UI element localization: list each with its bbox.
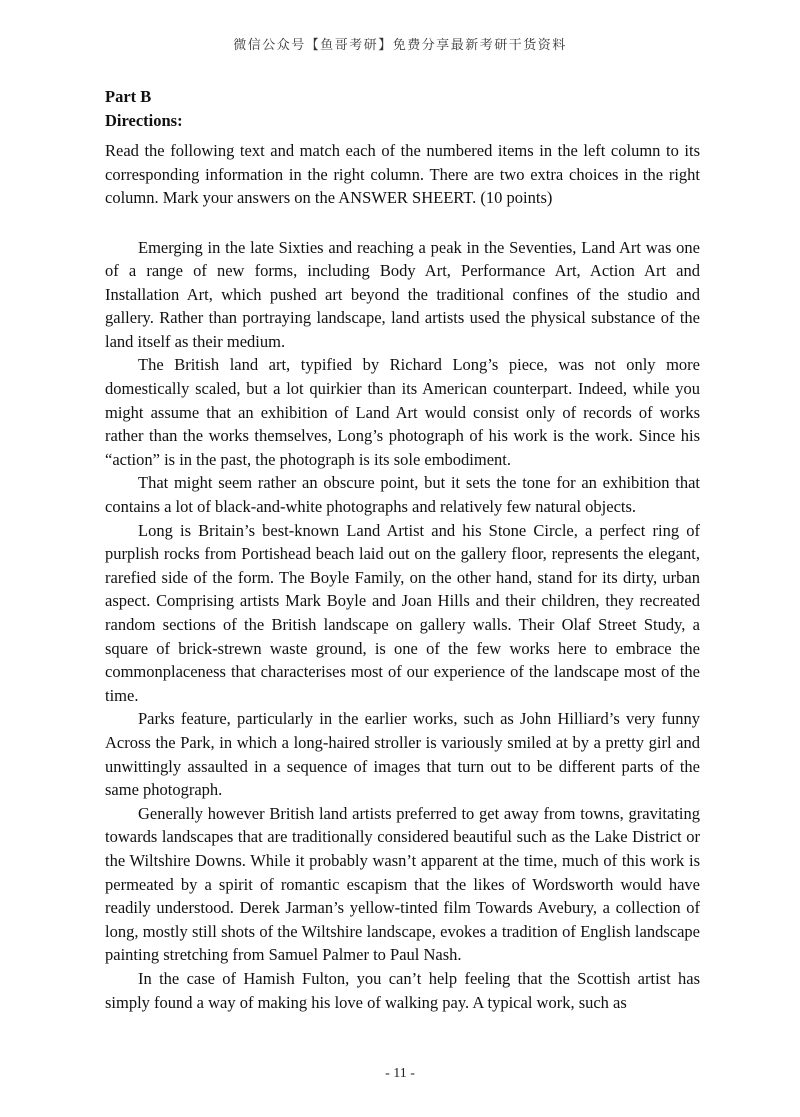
directions-label: Directions: <box>105 111 183 130</box>
passage-paragraph: Generally however British land artists preferred to get away from towns, gravitating towards landscapes that are traditionally considered beautiful such as the Lake District or the Wiltshire Downs. While it probably wasn’t apparent at the time, much of this work is permeated by a spirit of romantic escapism that the likes of Wordsworth would have readily understood. Derek Jarman’s yellow-tinted film Towards Avebury, a collection of long, mostly still shots of the Wiltshire landscape, evokes a tradition of English landscape painting stretching from Samuel Palmer to Paul Nash. <box>105 803 700 965</box>
section-title: Part B <box>105 87 152 106</box>
passage-paragraph: Parks feature, particularly in the earlier works, such as John Hilliard’s very funny Across the Park, in which a long-haired stroller is variously smiled at by a pretty girl and unwittingly assaulted in a sequence of images that turn out to be different parts of the same photograph. <box>105 709 700 800</box>
passage-paragraph: Long is Britain’s best-known Land Artist and his Stone Circle, a perfect ring of purplish rocks from Portishead beach laid out on the gallery floor, represents the elegant, rarefied side of the form. The Boyle Family, on the other hand, stand for its dirty, urban aspect. Comprising artists Mark Boyle and Joan Hills and their children, they recreated random sections of the British landscape on gallery walls. Their Olaf Street Study, a square of brick-strewn waste ground, is one of the few works here to embrace the commonplaceness that characterises most of our experience of the landscape most of the time. <box>105 520 700 705</box>
directions-text: Read the following text and match each of the numbered items in the left column to its corresponding information in the right column. There are two extra choices in the right column. Mark your answers on the ANSWER SHEERT. (10 points) <box>105 141 700 207</box>
passage-paragraph: That might seem rather an obscure point, but it sets the tone for an exhibition that contains a lot of black-and-white photographs and relatively few natural objects. <box>105 473 700 517</box>
passage-paragraph: The British land art, typified by Richard Long’s piece, was not only more domestically scaled, but a lot quirkier than its American counterpart. Indeed, while you might assume that an exhibition of Land Art would consist only of records of works rather than the works themselves, Long’s photograph of his work is the work. Since his “action” is in the past, the photograph is its sole embodiment. <box>105 355 700 469</box>
page-number: - 11 - <box>385 1066 415 1081</box>
page-header: 微信公众号【鱼哥考研】免费分享最新考研干货资料 <box>233 38 567 53</box>
passage-paragraph: In the case of Hamish Fulton, you can’t help feeling that the Scottish artist has simply found a way of making his love of walking pay. A typical work, such as <box>105 968 700 1012</box>
passage-paragraph: Emerging in the late Sixties and reaching a peak in the Seventies, Land Art was one of a range of new forms, including Body Art, Performance Art, Action Art and Installation Art, which pushed art beyond the traditional confines of the studio and gallery. Rather than portraying landscape, land artists used the physical substance of the land itself as their medium. <box>105 237 700 351</box>
page-content <box>105 85 700 1014</box>
passage <box>105 236 700 1015</box>
